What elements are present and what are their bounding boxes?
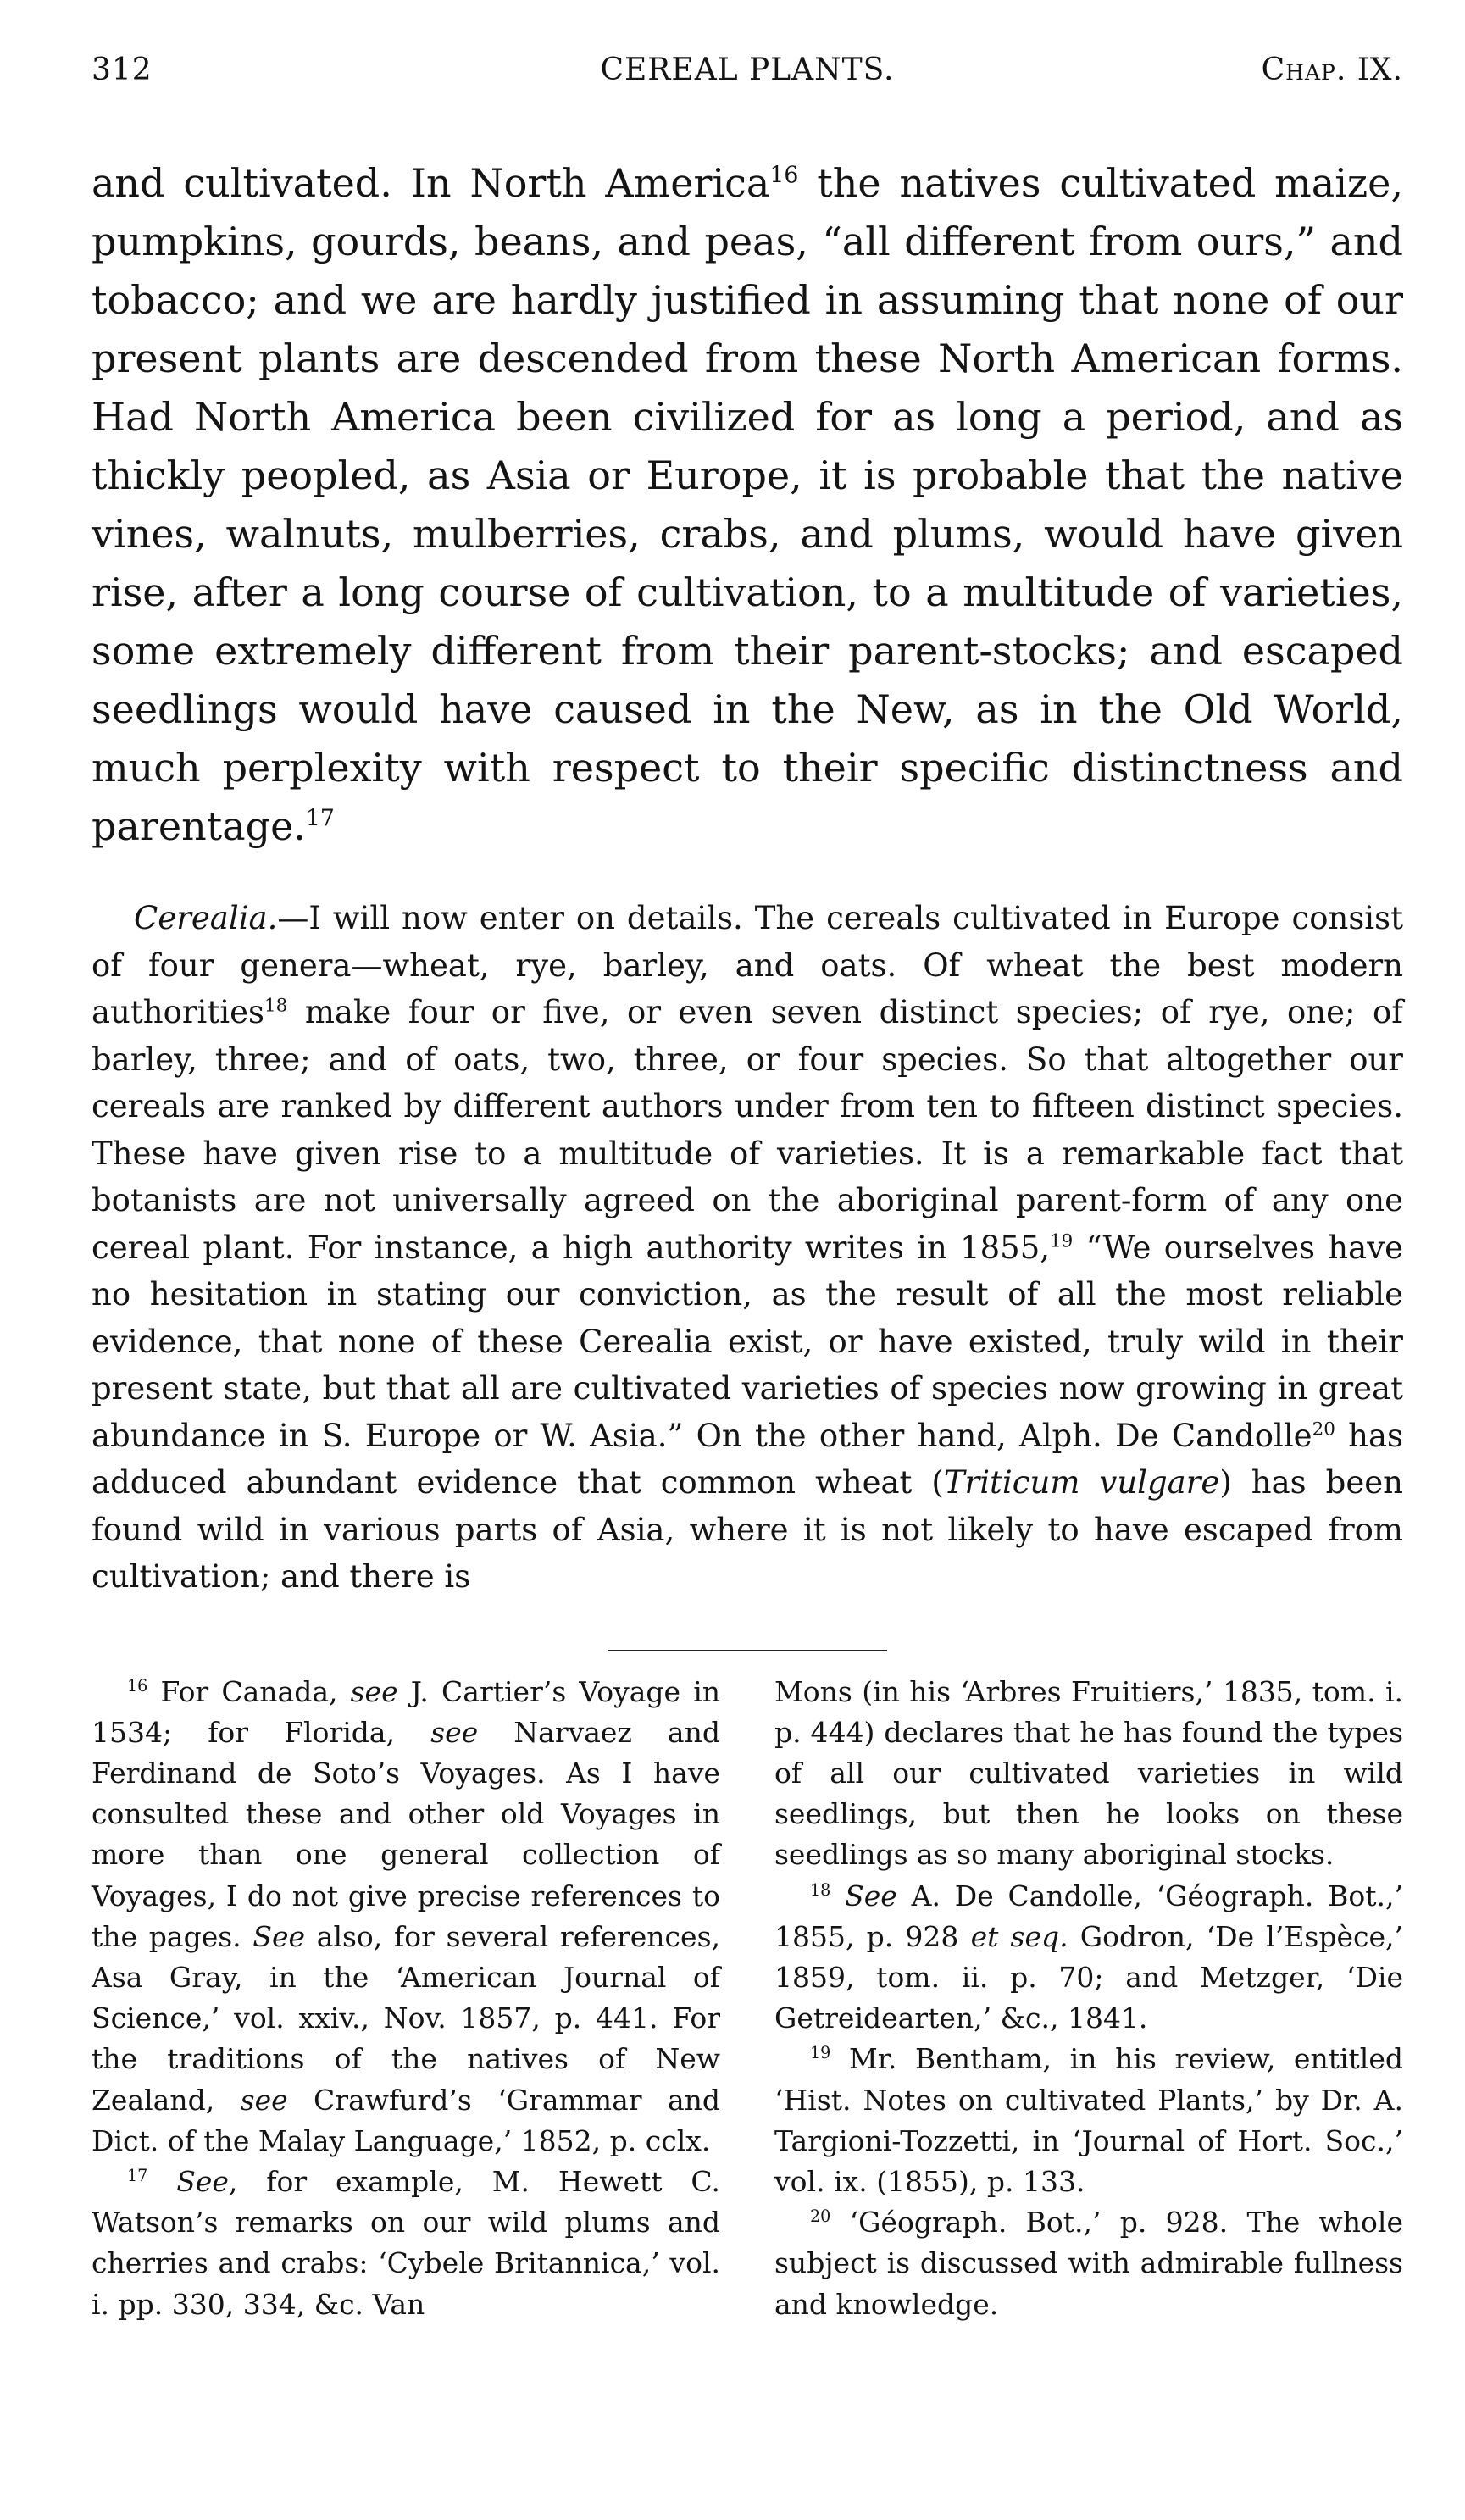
footnote-number: 18 — [810, 1879, 831, 1900]
running-head — [92, 53, 1403, 103]
footnote-16 — [92, 1672, 720, 2162]
footnote-text: Godron, ‘De l’Espèce,’ 1859, tom. ii. p. 70; and Metzger, ‘Die Getreidearten,’ &c., 1841. — [774, 1919, 1404, 2035]
footnote-column-right — [774, 1672, 1403, 2325]
footnote-text: , for example, M. Hewett C. Watson’s remarks on our wild plums and cherries and crabs: ‘Cybele Britannica,’ vol. i. pp. 330, 334, &c. Van — [92, 2164, 720, 2321]
footnote-number: 17 — [127, 2165, 148, 2185]
footnote-column-left — [92, 1672, 720, 2325]
footnote-ref-17: 17 — [305, 805, 335, 832]
footnote-18 — [774, 1876, 1403, 2040]
footnote-number: 20 — [810, 2206, 831, 2227]
paragraph-text: ) has been found wild in various parts of Asia, where it is not likely to have escaped from cultivation; and there is — [92, 1464, 1403, 1595]
footnote-20 — [774, 2202, 1403, 2325]
footnote-text: Mr. Bentham, in his review, entitled ‘Hist. Notes on cultivated Plants,’ by Dr. A. Targioni-Tozzetti, in ‘Journal of Hort. Soc.,’ vol. ix. (1855), p. 133. — [774, 2042, 1403, 2198]
footnote-text: Narvaez and Ferdinand de Soto’s Voyages. As I have consulted these and other old Voyages in more than one general collection of Voyages, I do not give precise references to the pages. — [92, 1715, 720, 1953]
running-title: CEREAL PLANTS. — [600, 53, 895, 87]
footnote-italic: See — [845, 1879, 897, 1912]
footnote-ref-16: 16 — [769, 162, 799, 189]
footnote-ref-18: 18 — [264, 995, 288, 1017]
paragraph-text: has adduced abundant evidence that common wheat ( — [92, 1417, 1403, 1501]
footnote-17 — [92, 2162, 720, 2325]
footnote-19 — [774, 2039, 1403, 2202]
paragraph-text: make four or five, or even seven distinct species; of rye, one; of barley, three; and of oats, two, three, or four species. So that altogether our cereals are ranked by different authors under from ten to fifteen distinct species. These have given rise to a multitude of varieties. It is a remarkable fact that botanists are not universally agreed on the aboriginal parent-form of any one cereal plant. For instance, a high authority writes in 1855, — [92, 994, 1403, 1266]
chapter-label: Chap. IX. — [1261, 53, 1403, 87]
footnote-17-continued: Mons (in his ‘Arbres Fruitiers,’ 1835, tom. i. p. 444) declares that he has found the types of all our cultivated varieties in wild seedlings, but then he looks on these seedlings as so many aboriginal stocks. — [774, 1674, 1403, 1872]
footnote-text: A. De Candolle, ‘Géograph. Bot.,’ 1855, p. 928 — [774, 1879, 1403, 1953]
book-page — [92, 53, 1403, 2325]
paragraph-text: the natives cultivated maize, pumpkins, gourds, beans, and peas, “all different from ours,” and tobacco; and we are hardly justified in assuming that none of our present plants are descended from these North American forms. Had North America been civilized for as long a period, and as thickly peopled, as Asia or Europe, it is probable that the native vines, walnuts, mulberries, crabs, and plums, would have given rise, after a long course of cultivation, to a multitude of varieties, some extremely different from their parent-stocks; and escaped seedlings would have caused in the New, as in the Old World, much perplexity with respect to their specific distinctness and parentage. — [92, 160, 1403, 849]
paragraph-text: “We ourselves have no hesitation in stating our conviction, as the result of all the most reliable evidence, that none of these Cerealia exist, or have existed, truly wild in their present state, but that all are cultivated varieties of species now growing in great abundance in S. Europe or W. Asia.” On the other hand, Alph. De Candolle — [92, 1229, 1403, 1454]
page-number: 312 — [92, 53, 153, 87]
section-lead: Cerealia. — [134, 900, 278, 936]
footnote-italic: see — [430, 1715, 479, 1749]
paragraph-text: —I will now enter on details. The cereals cultivated in Europe consist of four genera—wheat, rye, barley, and oats. Of wheat the best modern authorities — [92, 900, 1403, 1030]
footnote-text: also, for several references, Asa Gray, in the ‘American Journal of Science,’ vol. xxiv., Nov. 1857, p. 441. For the traditions of the natives of New Zealand, — [92, 1919, 720, 2117]
footnote-ref-19: 19 — [1050, 1230, 1074, 1252]
footnote-italic: see — [350, 1674, 398, 1708]
footnote-number: 19 — [810, 2043, 831, 2063]
footnote-number: 16 — [127, 1675, 148, 1696]
footnote-italic: et seq. — [970, 1919, 1068, 1953]
footnote-ref-20: 20 — [1312, 1418, 1335, 1440]
footnote-italic: See — [176, 2164, 229, 2198]
footnote-divider — [608, 1650, 887, 1651]
species-name: Triticum vulgare — [943, 1464, 1220, 1501]
footnote-text: Crawfurd’s ‘Grammar and Dict. of the Malay Language,’ 1852, p. cclx. — [92, 2083, 720, 2157]
footnote-text: For Canada, — [147, 1674, 351, 1708]
footnote-italic: See — [252, 1919, 306, 1953]
footnotes — [92, 1672, 1403, 2325]
footnote-text: ‘Géograph. Bot.,’ p. 928. The whole subject is discussed with admirable fullness and knowledge. — [774, 2206, 1403, 2321]
footnote-text: J. Cartier’s Voyage in 1534; for Florida, — [92, 1674, 720, 1749]
paragraph-cerealia — [92, 895, 1403, 1601]
footnote-italic: see — [240, 2083, 288, 2117]
paragraph-north-america — [92, 154, 1403, 856]
paragraph-text: and cultivated. In North America — [92, 160, 770, 206]
